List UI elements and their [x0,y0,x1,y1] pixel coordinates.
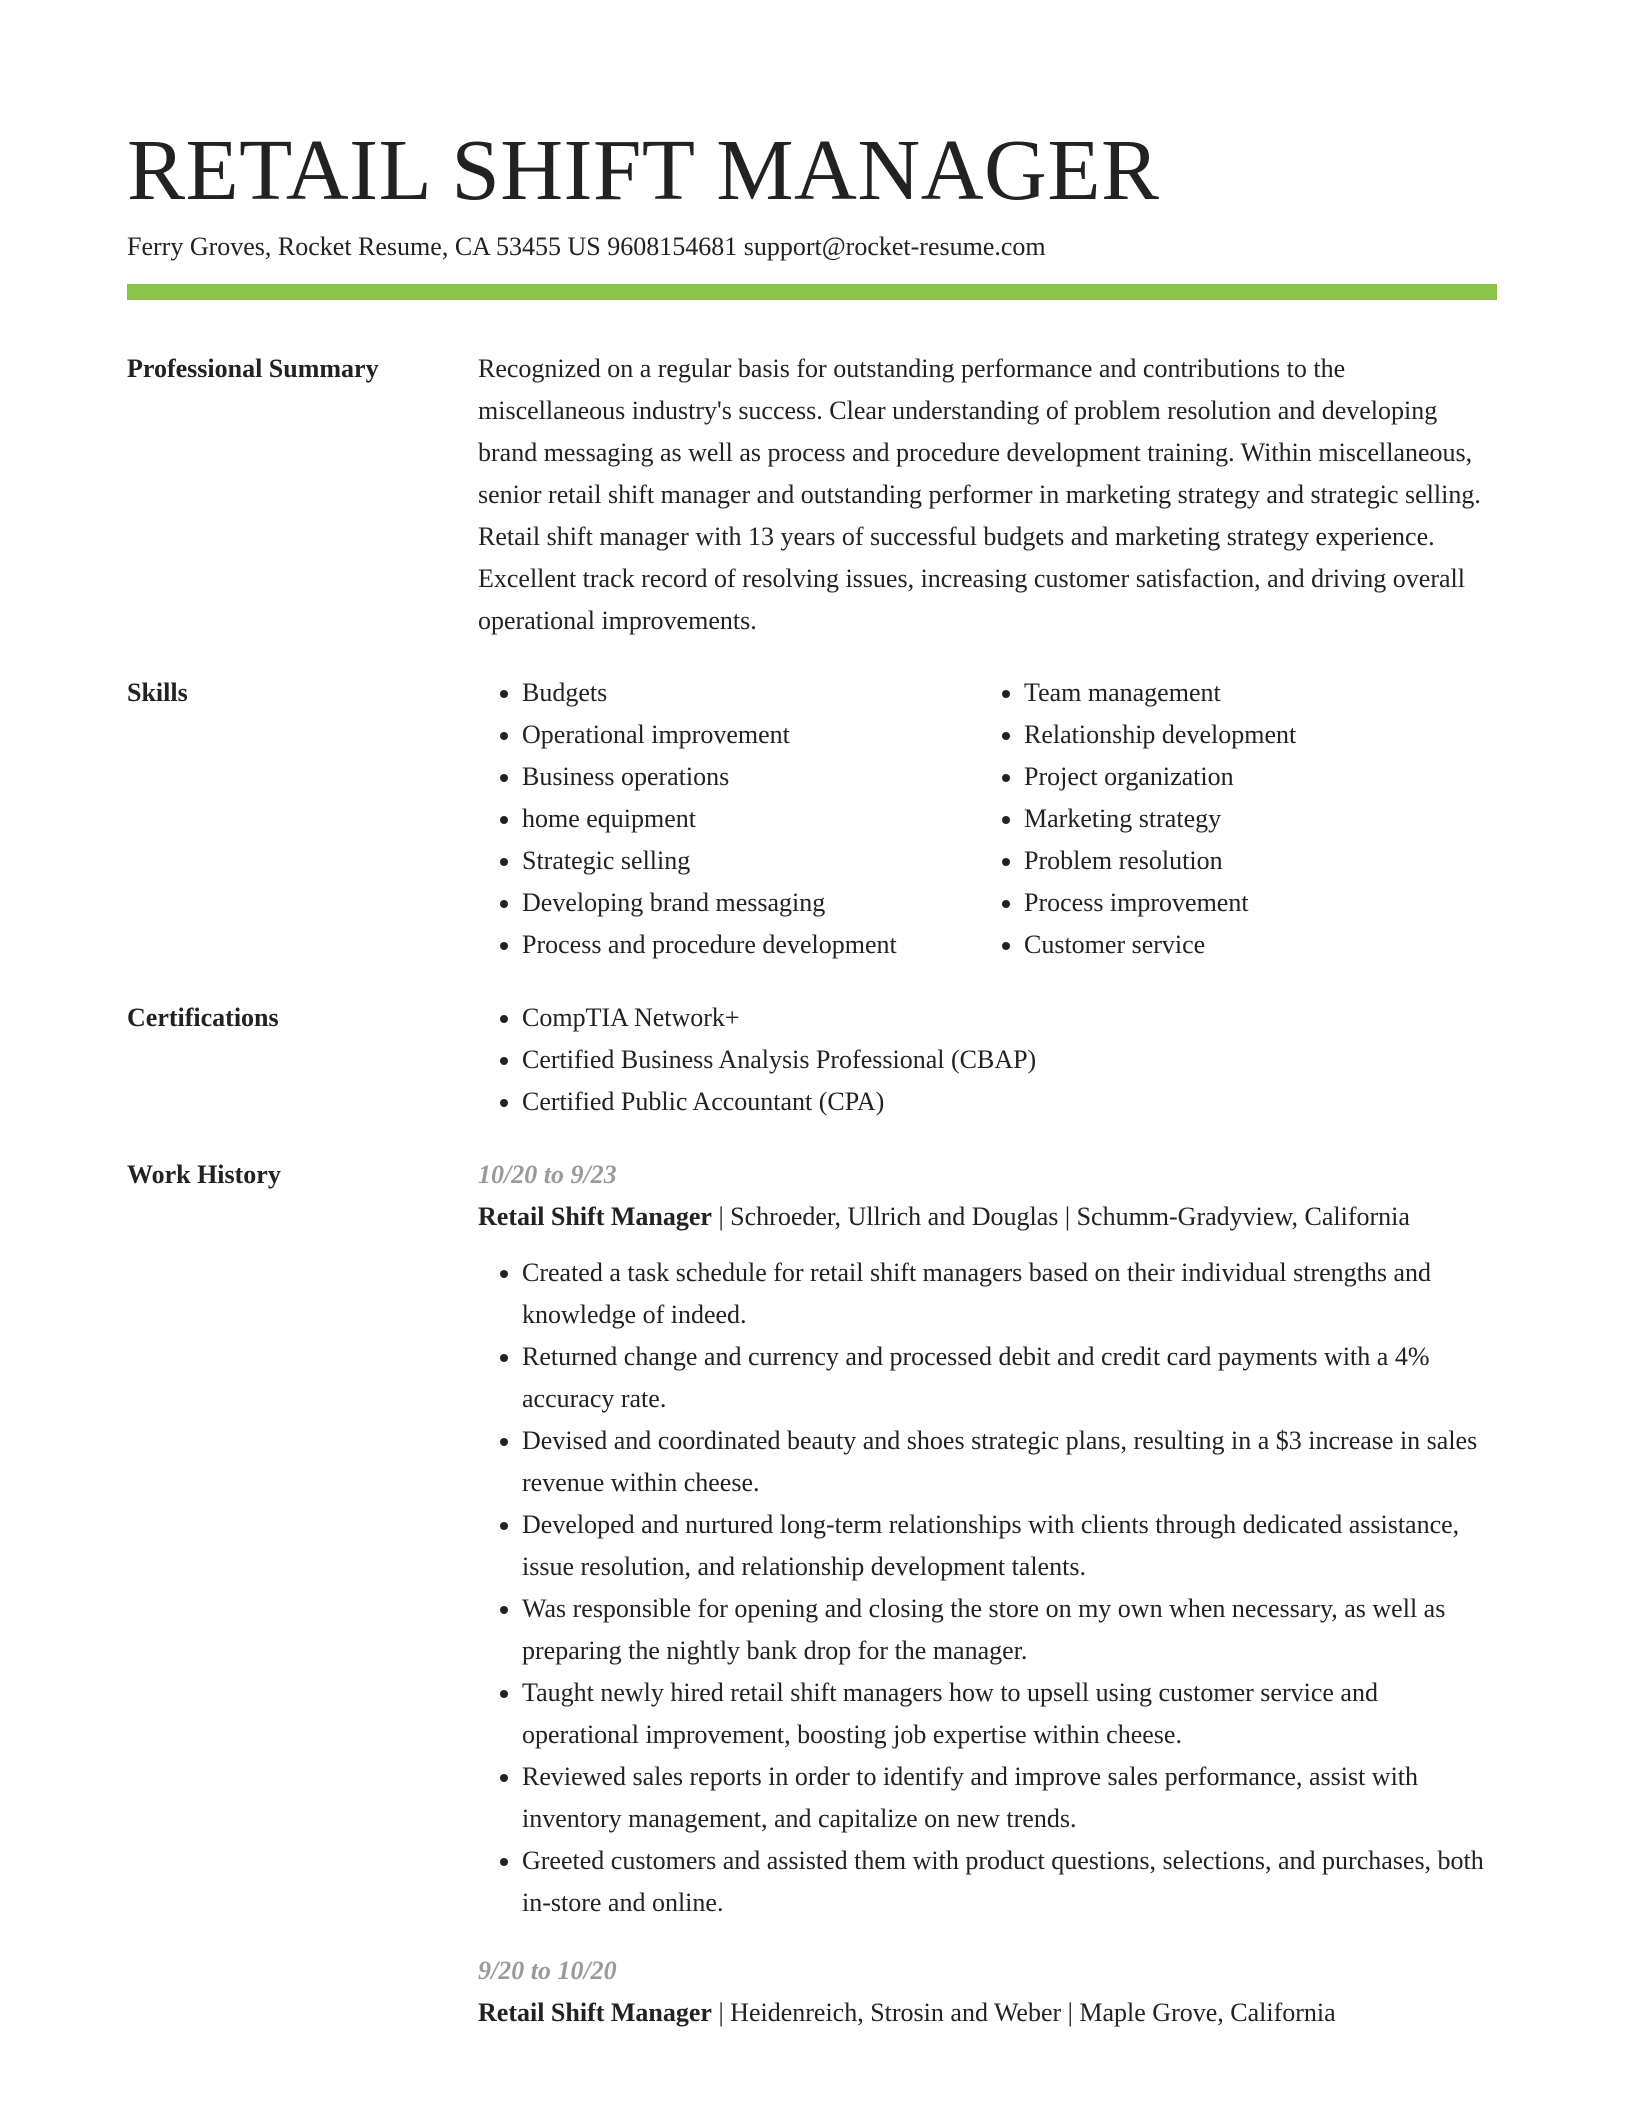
job-title: Retail Shift Manager [478,1998,712,2027]
skills-heading: Skills [127,678,188,707]
job-bullet: • Taught newly hired retail shift managers how to upsell using customer service and operational improvement, boosting job expertise within cheese. [522,1672,1498,1756]
skill-item: • Strategic selling [522,840,978,882]
certification-item: • CompTIA Network+ [522,997,1498,1039]
skills-column-2 [980,672,1480,966]
job-dates: 10/20 to 9/23 [478,1160,617,1189]
job-bullet: • Reviewed sales reports in order to identify and improve sales performance, assist with inventory management, and capitalize on new trends. [522,1756,1498,1840]
job-entry [478,1950,1498,2034]
resume-title: RETAIL SHIFT MANAGER [127,121,1160,218]
skill-item: • Business operations [522,756,978,798]
skill-item: • Developing brand messaging [522,882,978,924]
work-history-heading: Work History [127,1160,281,1189]
contact-info: Ferry Groves, Rocket Resume, CA 53455 US 9608154681 support@rocket-resume.com [127,232,1046,261]
skill-item: • Team management [1024,672,1480,714]
job-bullet: • Created a task schedule for retail shift managers based on their individual strengths and knowledge of indeed. [522,1252,1498,1336]
summary-heading: Professional Summary [127,354,379,383]
job-title: Retail Shift Manager [478,1202,712,1231]
skills-column-1 [478,672,978,966]
job-entry [478,1154,1498,1924]
job-bullet: • Developed and nurtured long-term relationships with clients through dedicated assistance, issue resolution, and relationship development talents. [522,1504,1498,1588]
certifications-heading: Certifications [127,1003,279,1032]
skill-item: • Process improvement [1024,882,1480,924]
job-bullet: • Greeted customers and assisted them with product questions, selections, and purchases, both in-store and online. [522,1840,1498,1924]
skill-item: • Project organization [1024,756,1480,798]
job-details: | Schroeder, Ullrich and Douglas | Schumm-Gradyview, California [711,1202,1410,1231]
job-bullet: • Devised and coordinated beauty and shoes strategic plans, resulting in a $3 increase in sales revenue within cheese. [522,1420,1498,1504]
accent-divider [127,284,1497,300]
summary-text: Recognized on a regular basis for outstanding performance and contributions to the miscellaneous industry's success. Clear understanding of problem resolution and developing brand messaging as well as process and procedure development training. Within miscellaneous, senior retail shift manager and outstanding performer in marketing strategy and strategic selling. Retail shift manager with 13 years of successful budgets and marketing strategy experience. Excellent track record of resolving issues, increasing customer satisfaction, and driving overall operational improvements. [478,354,1481,635]
skill-item: • home equipment [522,798,978,840]
skill-item: • Relationship development [1024,714,1480,756]
job-details: | Heidenreich, Strosin and Weber | Maple Grove, California [711,1998,1336,2027]
skill-item: • Budgets [522,672,978,714]
skill-item: • Problem resolution [1024,840,1480,882]
certification-item: • Certified Business Analysis Professional (CBAP) [522,1039,1498,1081]
job-heading [478,1196,1498,1238]
certification-item: • Certified Public Accountant (CPA) [522,1081,1498,1123]
skill-item: • Operational improvement [522,714,978,756]
skill-item: • Process and procedure development [522,924,978,966]
skill-item: • Customer service [1024,924,1480,966]
job-dates: 9/20 to 10/20 [478,1956,617,1985]
job-bullet: • Returned change and currency and processed debit and credit card payments with a 4% accuracy rate. [522,1336,1498,1420]
skill-item: • Marketing strategy [1024,798,1480,840]
job-bullet: • Was responsible for opening and closing the store on my own when necessary, as well as preparing the nightly bank drop for the manager. [522,1588,1498,1672]
job-heading [478,1992,1498,2034]
